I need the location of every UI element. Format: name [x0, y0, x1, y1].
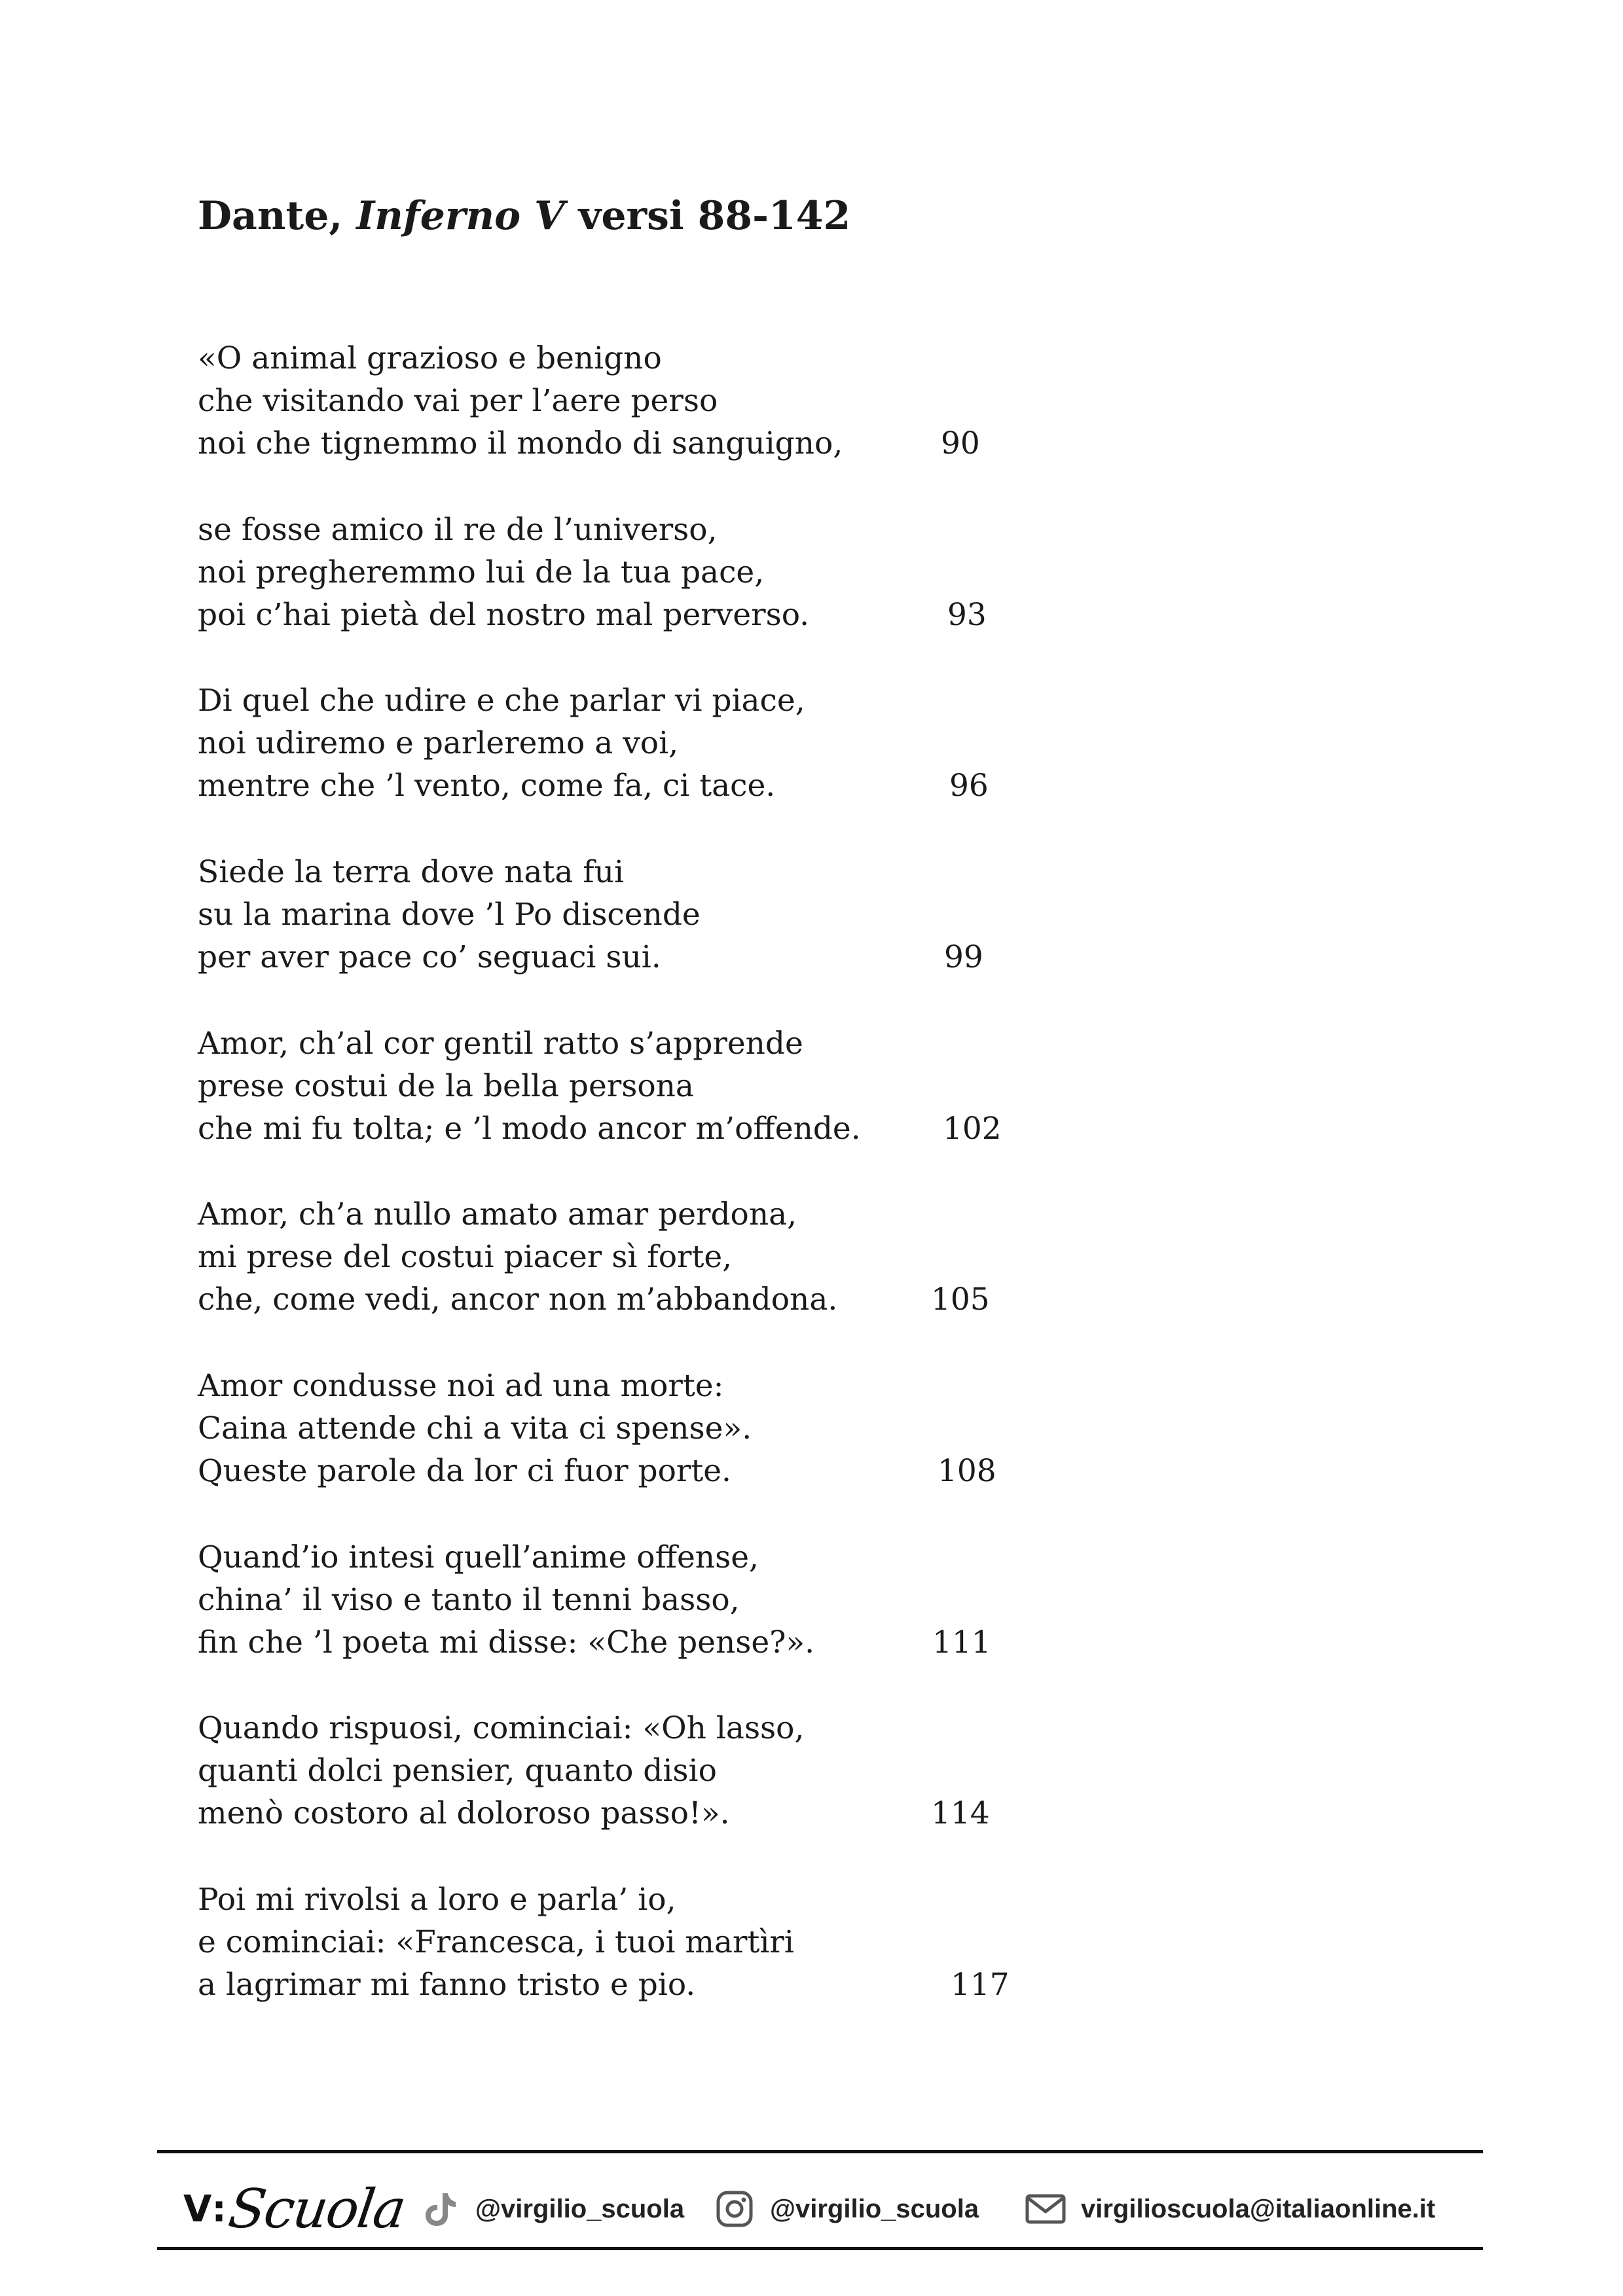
verse-line: china’ il viso e tanto il tenni basso, — [198, 1582, 740, 1618]
virgilio-scuola-logo[interactable]: V : Scuola — [183, 2178, 409, 2240]
verse-line: quanti dolci pensier, quanto disio — [198, 1753, 717, 1789]
verse-number: 93 — [947, 597, 987, 633]
tercet — [198, 1707, 1049, 1835]
verse-line: che mi fu tolta; e ’l modo ancor m’offende. — [198, 1111, 861, 1147]
verse-number: 105 — [931, 1282, 990, 1318]
tercet — [198, 679, 1049, 807]
verse-number: 108 — [938, 1453, 996, 1489]
verse-line: Amor, ch’a nullo amato amar perdona, — [198, 1196, 797, 1232]
mail-icon — [1025, 2188, 1067, 2230]
verse-line: su la marina dove ’l Po discende — [198, 897, 701, 933]
verse-line: per aver pace co’ seguaci sui. — [198, 939, 661, 975]
verse-number: 90 — [941, 425, 980, 461]
verse-line: Quand’io intesi quell’anime offense, — [198, 1539, 759, 1575]
instagram-link[interactable] — [714, 2188, 979, 2230]
verse-line: Quando rispuosi, cominciai: «Oh lasso, — [198, 1710, 805, 1746]
email-address: virgilioscuola@italiaonline.it — [1081, 2194, 1436, 2223]
verse-line: a lagrimar mi fanno tristo e pio. — [198, 1967, 696, 2003]
tiktok-handle: @virgilio_scuola — [475, 2194, 685, 2223]
verse-line: che, come vedi, ancor non m’abbandona. — [198, 1282, 838, 1318]
verse-line: Amor condusse noi ad una morte: — [198, 1368, 724, 1404]
verse-line: e cominciai: «Francesca, i tuoi martìri — [198, 1924, 794, 1960]
tercet — [198, 1022, 1049, 1150]
verse-line: fin che ’l poeta mi disse: «Che pense?». — [198, 1624, 815, 1660]
verse-line: Di quel che udire e che parlar vi piace, — [198, 683, 805, 719]
email-link[interactable] — [1025, 2188, 1435, 2230]
tercet — [198, 851, 1049, 978]
verse-line: che visitando vai per l’aere perso — [198, 383, 718, 419]
verse-number: 96 — [949, 768, 989, 804]
footer — [157, 2157, 1483, 2255]
tercet — [198, 337, 1049, 465]
tercet — [198, 1365, 1049, 1492]
tercet — [198, 1193, 1049, 1321]
title-prefix: Dante, — [198, 193, 357, 239]
verse-line: prese costui de la bella persona — [198, 1068, 694, 1104]
verse-line: noi udiremo e parleremo a voi, — [198, 725, 679, 761]
tiktok-icon — [419, 2188, 461, 2230]
verse-line: mi prese del costui piacer sì forte, — [198, 1239, 733, 1275]
tercet — [198, 509, 1049, 636]
tercet — [198, 1536, 1049, 1664]
verse-number: 114 — [931, 1795, 990, 1831]
footer-bottom-rule — [157, 2247, 1483, 2250]
instagram-icon — [714, 2188, 756, 2230]
verse-line: Poi mi rivolsi a loro e parla’ io, — [198, 1882, 676, 1918]
verse-number: 111 — [932, 1624, 991, 1660]
title-italic: Inferno V — [356, 193, 565, 239]
verse-line: noi pregheremmo lui de la tua pace, — [198, 554, 765, 590]
instagram-handle: @virgilio_scuola — [770, 2194, 979, 2223]
verse-line: Caina attende chi a vita ci spense». — [198, 1410, 752, 1446]
verse-number: 117 — [951, 1967, 1010, 2003]
verse-line: menò costoro al doloroso passo!». — [198, 1795, 730, 1831]
verse-line: se fosse amico il re de l’universo, — [198, 512, 718, 548]
tiktok-link[interactable] — [419, 2188, 684, 2230]
verse-line: Queste parole da lor ci fuor porte. — [198, 1453, 731, 1489]
verse-line: mentre che ’l vento, come fa, ci tace. — [198, 768, 776, 804]
verse-line: Amor, ch’al cor gentil ratto s’apprende — [198, 1026, 803, 1062]
title-suffix: versi 88-142 — [564, 193, 851, 239]
verse-number: 102 — [943, 1111, 1002, 1147]
verse-line: Siede la terra dove nata fui — [198, 854, 625, 890]
page-title — [198, 190, 850, 242]
tercet — [198, 1878, 1049, 2006]
verse-number: 99 — [944, 939, 983, 975]
verse-line: «O animal grazioso e benigno — [198, 340, 662, 376]
verse-line: noi che tignemmo il mondo di sanguigno, — [198, 425, 843, 461]
verse-line: poi c’hai pietà del nostro mal perverso. — [198, 597, 810, 633]
footer-top-rule — [157, 2150, 1483, 2153]
